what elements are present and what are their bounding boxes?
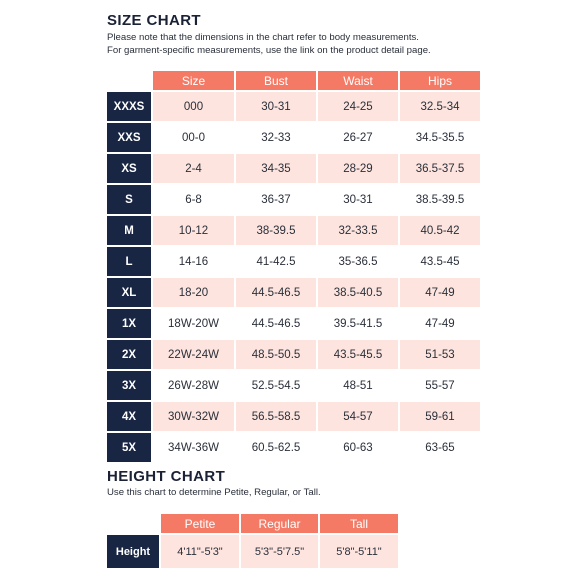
cell-bust: 30-31 [236,92,316,121]
cell-hips: 34.5-35.5 [400,123,480,152]
cell-waist: 28-29 [318,154,398,183]
cell-hips: 43.5-45 [400,247,480,276]
column-header-tall: Tall [320,514,398,533]
cell-hips: 59-61 [400,402,480,431]
cell-size: 2-4 [153,154,234,183]
height-chart-table [107,514,398,568]
row-label: 5X [107,433,151,462]
height-chart-corner [107,514,159,533]
cell-hips: 40.5-42 [400,216,480,245]
cell-bust: 32-33 [236,123,316,152]
cell-regular-height: 5'3"-5'7.5" [241,535,318,568]
cell-hips: 32.5-34 [400,92,480,121]
cell-hips: 55-57 [400,371,480,400]
row-label: S [107,185,151,214]
cell-bust: 38-39.5 [236,216,316,245]
cell-hips: 36.5-37.5 [400,154,480,183]
cell-waist: 38.5-40.5 [318,278,398,307]
row-label: XS [107,154,151,183]
cell-hips: 47-49 [400,309,480,338]
column-header-bust: Bust [236,71,316,90]
row-label: XXS [107,123,151,152]
cell-bust: 44.5-46.5 [236,309,316,338]
cell-size: 26W-28W [153,371,234,400]
cell-hips: 38.5-39.5 [400,185,480,214]
cell-bust: 48.5-50.5 [236,340,316,369]
column-header-size: Size [153,71,234,90]
column-header-hips: Hips [400,71,480,90]
size-chart-note-line-1: Please note that the dimensions in the chart refer to body measurements. [107,32,419,43]
cell-hips: 51-53 [400,340,480,369]
size-chart-corner [107,71,151,90]
cell-size: 22W-24W [153,340,234,369]
column-header-waist: Waist [318,71,398,90]
cell-bust: 36-37 [236,185,316,214]
row-label: 2X [107,340,151,369]
cell-waist: 32-33.5 [318,216,398,245]
cell-size: 6-8 [153,185,234,214]
row-label-height: Height [107,535,159,568]
cell-size: 10-12 [153,216,234,245]
cell-bust: 34-35 [236,154,316,183]
cell-waist: 54-57 [318,402,398,431]
row-label: 1X [107,309,151,338]
cell-bust: 60.5-62.5 [236,433,316,462]
cell-waist: 43.5-45.5 [318,340,398,369]
cell-bust: 52.5-54.5 [236,371,316,400]
cell-waist: 35-36.5 [318,247,398,276]
cell-waist: 30-31 [318,185,398,214]
row-label: XL [107,278,151,307]
cell-bust: 44.5-46.5 [236,278,316,307]
cell-waist: 48-51 [318,371,398,400]
cell-hips: 47-49 [400,278,480,307]
column-header-petite: Petite [161,514,239,533]
size-chart-title: SIZE CHART [107,12,201,29]
row-label: M [107,216,151,245]
cell-bust: 56.5-58.5 [236,402,316,431]
row-label: 3X [107,371,151,400]
row-label: L [107,247,151,276]
cell-waist: 26-27 [318,123,398,152]
height-chart-note: Use this chart to determine Petite, Regular, or Tall. [107,487,321,498]
cell-waist: 60-63 [318,433,398,462]
size-chart-table [107,71,480,462]
cell-bust: 41-42.5 [236,247,316,276]
cell-waist: 39.5-41.5 [318,309,398,338]
size-chart-note-line-2: For garment-specific measurements, use the link on the product detail page. [107,45,431,56]
cell-size: 00-0 [153,123,234,152]
cell-size: 18W-20W [153,309,234,338]
cell-size: 34W-36W [153,433,234,462]
cell-tall-height: 5'8"-5'11" [320,535,398,568]
height-chart-title: HEIGHT CHART [107,468,226,485]
cell-size: 14-16 [153,247,234,276]
row-label: XXXS [107,92,151,121]
cell-size: 30W-32W [153,402,234,431]
row-label: 4X [107,402,151,431]
cell-hips: 63-65 [400,433,480,462]
cell-petite-height: 4'11"-5'3" [161,535,239,568]
column-header-regular: Regular [241,514,318,533]
cell-size: 000 [153,92,234,121]
cell-size: 18-20 [153,278,234,307]
cell-waist: 24-25 [318,92,398,121]
